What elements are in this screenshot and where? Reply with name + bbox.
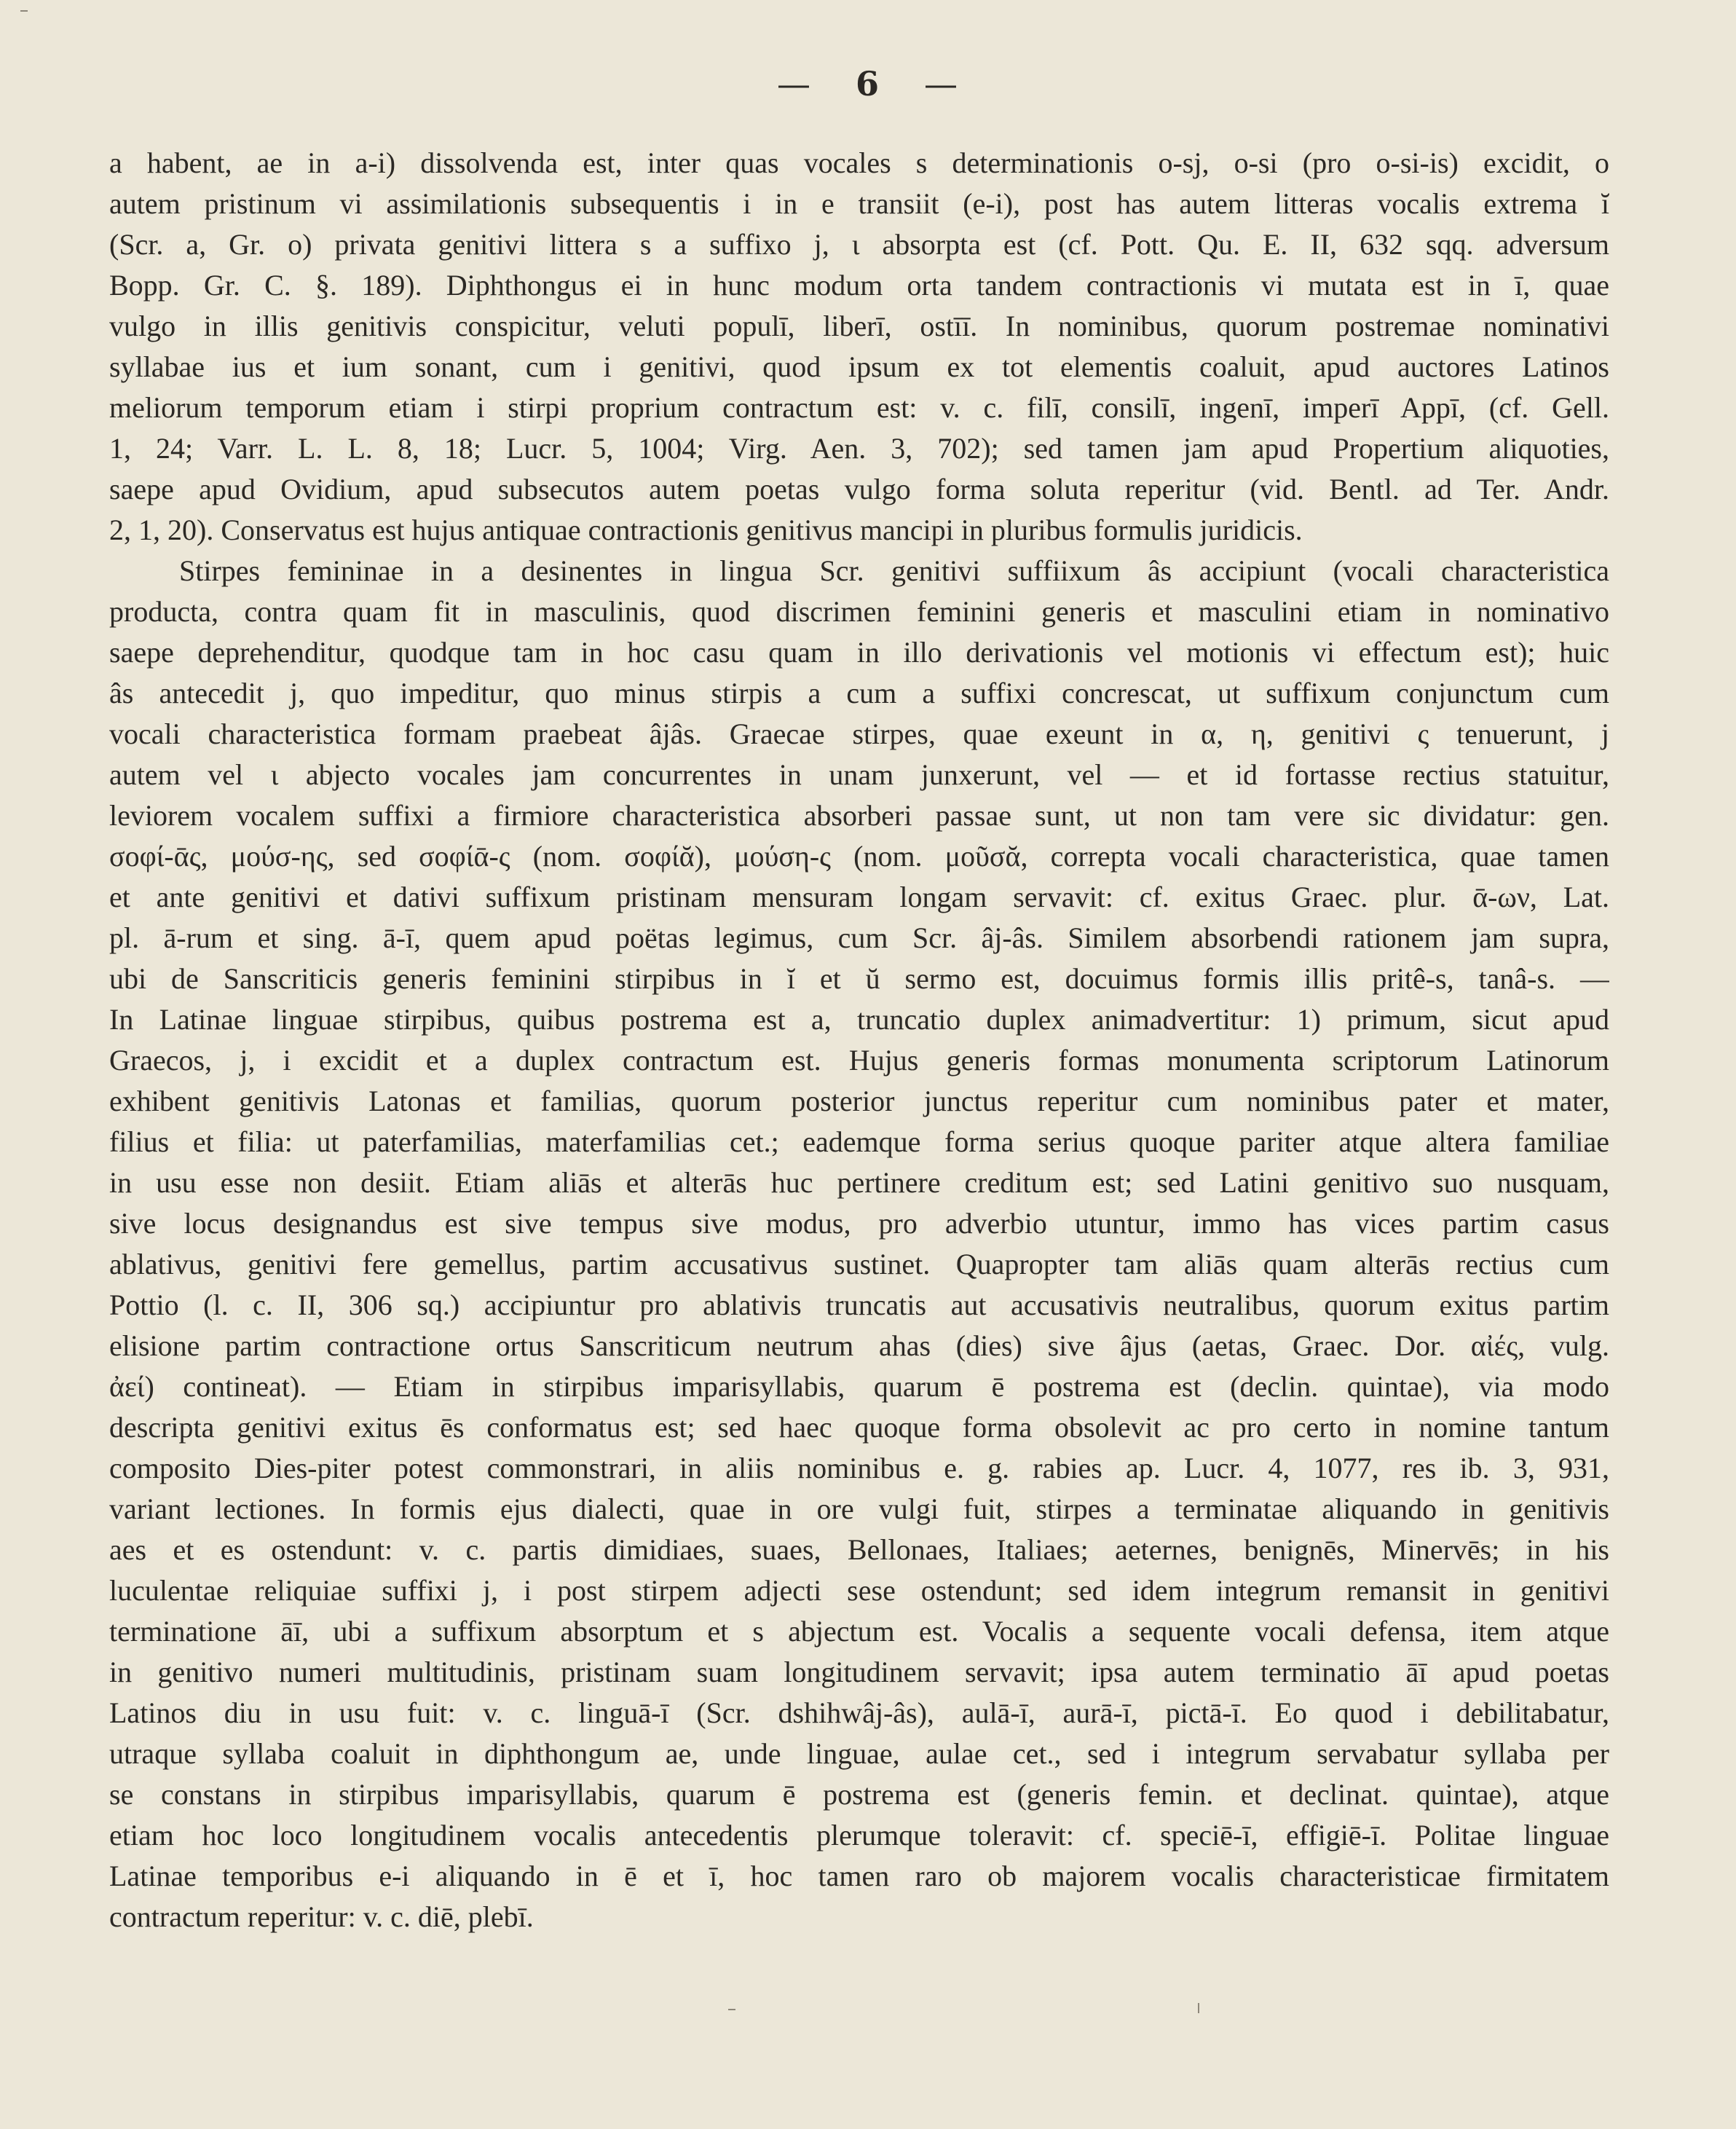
text-line: Latinae temporibus e-i aliquando in ē et ī, hoc tamen raro ob majorem vocalis characteristicae firmitatem <box>109 1860 1609 1892</box>
text-line: aes et es ostendunt: v. c. partis dimidiaes, suaes, Bellonaes, Italiaes; aeternes, benignēs, Minervēs; in his <box>109 1533 1609 1566</box>
text-line: ubi de Sanscriticis generis feminini stirpibus in ĭ et ŭ sermo est, docuimus formis illis pritê-s, tanâ-s. — <box>109 962 1609 995</box>
header-dash-right: — <box>924 64 960 103</box>
text-line: a habent, ae in a-i) dissolvenda est, inter quas vocales s determinationis o-sj, o-si (pro o-si-is) excidit, o <box>109 146 1609 179</box>
text-line: vulgo in illis genitivis conspicitur, veluti populī, liberī, ostīī. In nominibus, quorum postremae nominativi <box>109 310 1609 342</box>
text-line: autem vel ι abjecto vocales jam concurrentes in unam junxerunt, vel — et id fortasse rectius statuitur, <box>109 758 1609 791</box>
body-text <box>109 143 1609 1937</box>
text-line: ablativus, genitivi fere gemellus, partim accusativus sustinet. Quapropter tam aliās quam alterās rectius cum <box>109 1248 1609 1280</box>
text-line: ἀεί) contineat). — Etiam in stirpibus imparisyllabis, quarum ē postrema est (declin. quintae), via modo <box>109 1370 1609 1403</box>
text-line: Latinos diu in usu fuit: v. c. linguā-ī (Scr. dshihwâj-âs), aulā-ī, aurā-ī, pictā-ī. Eo quod i debilitabatur, <box>109 1696 1609 1729</box>
text-line: variant lectiones. In formis ejus dialecti, quae in ore vulgi fuit, stirpes a terminatae aliquando in genitivis <box>109 1492 1609 1525</box>
page-header <box>0 64 1736 103</box>
text-line: (Scr. a, Gr. o) privata genitivi littera s a suffixo j, ι absorpta est (cf. Pott. Qu. E. II, 632 sqq. adversum <box>109 228 1609 261</box>
text-line: saepe deprehenditur, quodque tam in hoc casu quam in illo derivationis vel motionis vi effectum est); huic <box>109 636 1609 669</box>
text-line: sive locus designandus est sive tempus sive modus, pro adverbio utuntur, immo has vices partim casus <box>109 1207 1609 1240</box>
scan-mark <box>728 2009 735 2010</box>
text-line: se constans in stirpibus imparisyllabis, quarum ē postrema est (generis femin. et declinat. quintae), atque <box>109 1778 1609 1811</box>
text-line: vocali characteristica formam praebeat âjâs. Graecae stirpes, quae exeunt in α, η, genitivi ς tenuerunt, j <box>109 717 1609 750</box>
text-line: in genitivo numeri multitudinis, pristinam suam longitudinem servavit; ipsa autem terminatio āī apud poetas <box>109 1656 1609 1688</box>
text-line: leviorem vocalem suffixi a firmiore characteristica absorberi passae sunt, ut non tam vere sic dividatur: gen. <box>109 799 1609 832</box>
text-line: σοφί-ᾱς, μούσ-ης, sed σοφίᾱ-ς (nom. σοφίᾰ), μούση-ς (nom. μοῦσᾰ, correpta vocali characteristica, quae tamen <box>109 840 1609 873</box>
text-line: Bopp. Gr. C. §. 189). Diphthongus ei in hunc modum orta tandem contractionis vi mutata est in ī, quae <box>109 269 1609 302</box>
text-line: Stirpes femininae in a desinentes in lingua Scr. genitivi suffiixum âs accipiunt (vocali characteristica <box>179 554 1609 587</box>
text-line: Pottio (l. c. II, 306 sq.) accipiuntur pro ablativis truncatis aut accusativis neutralibus, quorum exitus partim <box>109 1288 1609 1321</box>
text-line: utraque syllaba coaluit in diphthongum ae, unde linguae, aulae cet., sed i integrum servabatur syllaba per <box>109 1737 1609 1770</box>
text-line: composito Dies-piter potest commonstrari, in aliis nominibus e. g. rabies ap. Lucr. 4, 1077, res ib. 3, 931, <box>109 1452 1609 1484</box>
scan-mark <box>1198 2003 1199 2013</box>
text-line: syllabae ius et ium sonant, cum i genitivi, quod ipsum ex tot elementis coaluit, apud auctores Latinos <box>109 350 1609 383</box>
text-line: elisione partim contractione ortus Sanscriticum neutrum ahas (dies) sive âjus (aetas, Graec. Dor. αἰές, vulg. <box>109 1329 1609 1362</box>
text-line: et ante genitivi et dativi suffixum pristinam mensuram longam servavit: cf. exitus Graec. plur. ᾱ-ων, Lat. <box>109 881 1609 913</box>
text-line: 2, 1, 20). Conservatus est hujus antiquae contractionis genitivus mancipi in pluribus formulis juridicis. <box>109 513 1303 546</box>
text-line: filius et filia: ut paterfamilias, materfamilias cet.; eademque forma serius quoque pariter atque altera familiae <box>109 1125 1609 1158</box>
text-line: exhibent genitivis Latonas et familias, quorum posterior junctus reperitur cum nominibus pater et mater, <box>109 1085 1609 1117</box>
text-line: luculentae reliquiae suffixi j, i post stirpem adjecti sese ostendunt; sed idem integrum remansit in genitivi <box>109 1574 1609 1607</box>
text-line: contractum reperitur: v. c. diē, plebī. <box>109 1900 534 1933</box>
text-line: Graecos, j, i excidit et a duplex contractum est. Hujus generis formas monumenta scriptorum Latinorum <box>109 1044 1609 1077</box>
text-line: pl. ā-rum et sing. ā-ī, quem apud poëtas legimus, cum Scr. âj-âs. Similem absorbendi rationem jam supra, <box>109 921 1609 954</box>
text-line: 1, 24; Varr. L. L. 8, 18; Lucr. 5, 1004; Virg. Aen. 3, 702); sed tamen jam apud Propertium aliquoties, <box>109 432 1609 465</box>
header-dash-left: — <box>776 64 812 103</box>
text-line: âs antecedit j, quo impeditur, quo minus stirpis a cum a suffixi concrescat, ut suffixum conjunctum cum <box>109 677 1609 709</box>
page-number: 6 <box>855 64 880 103</box>
text-line: etiam hoc loco longitudinem vocalis antecedentis plerumque toleravit: cf. speciē-ī, effigiē-ī. Politae linguae <box>109 1819 1609 1851</box>
text-line: saepe apud Ovidium, apud subsecutos autem poetas vulgo forma soluta reperitur (vid. Bentl. ad Ter. Andr. <box>109 473 1609 505</box>
text-line: producta, contra quam fit in masculinis, quod discrimen feminini generis et masculini etiam in nominativo <box>109 595 1609 628</box>
text-line: terminatione āī, ubi a suffixum absorptum et s abjectum est. Vocalis a sequente vocali defensa, item atque <box>109 1615 1609 1648</box>
text-line: In Latinae linguae stirpibus, quibus postrema est a, truncatio duplex animadvertitur: 1) primum, sicut apud <box>109 1003 1609 1036</box>
text-line: descripta genitivi exitus ēs conformatus est; sed haec quoque forma obsolevit ac pro certo in nomine tantum <box>109 1411 1609 1444</box>
text-line: in usu esse non desiit. Etiam aliās et alterās huc pertinere creditum est; sed Latini genitivo suo nusquam, <box>109 1166 1609 1199</box>
text-line: autem pristinum vi assimilationis subsequentis i in e transiit (e-i), post has autem litteras vocalis extrema ĭ <box>109 187 1609 220</box>
scan-mark <box>20 10 28 12</box>
text-line: meliorum temporum etiam i stirpi proprium contractum est: v. c. filī, consilī, ingenī, imperī Appī, (cf. Gell. <box>109 391 1609 424</box>
